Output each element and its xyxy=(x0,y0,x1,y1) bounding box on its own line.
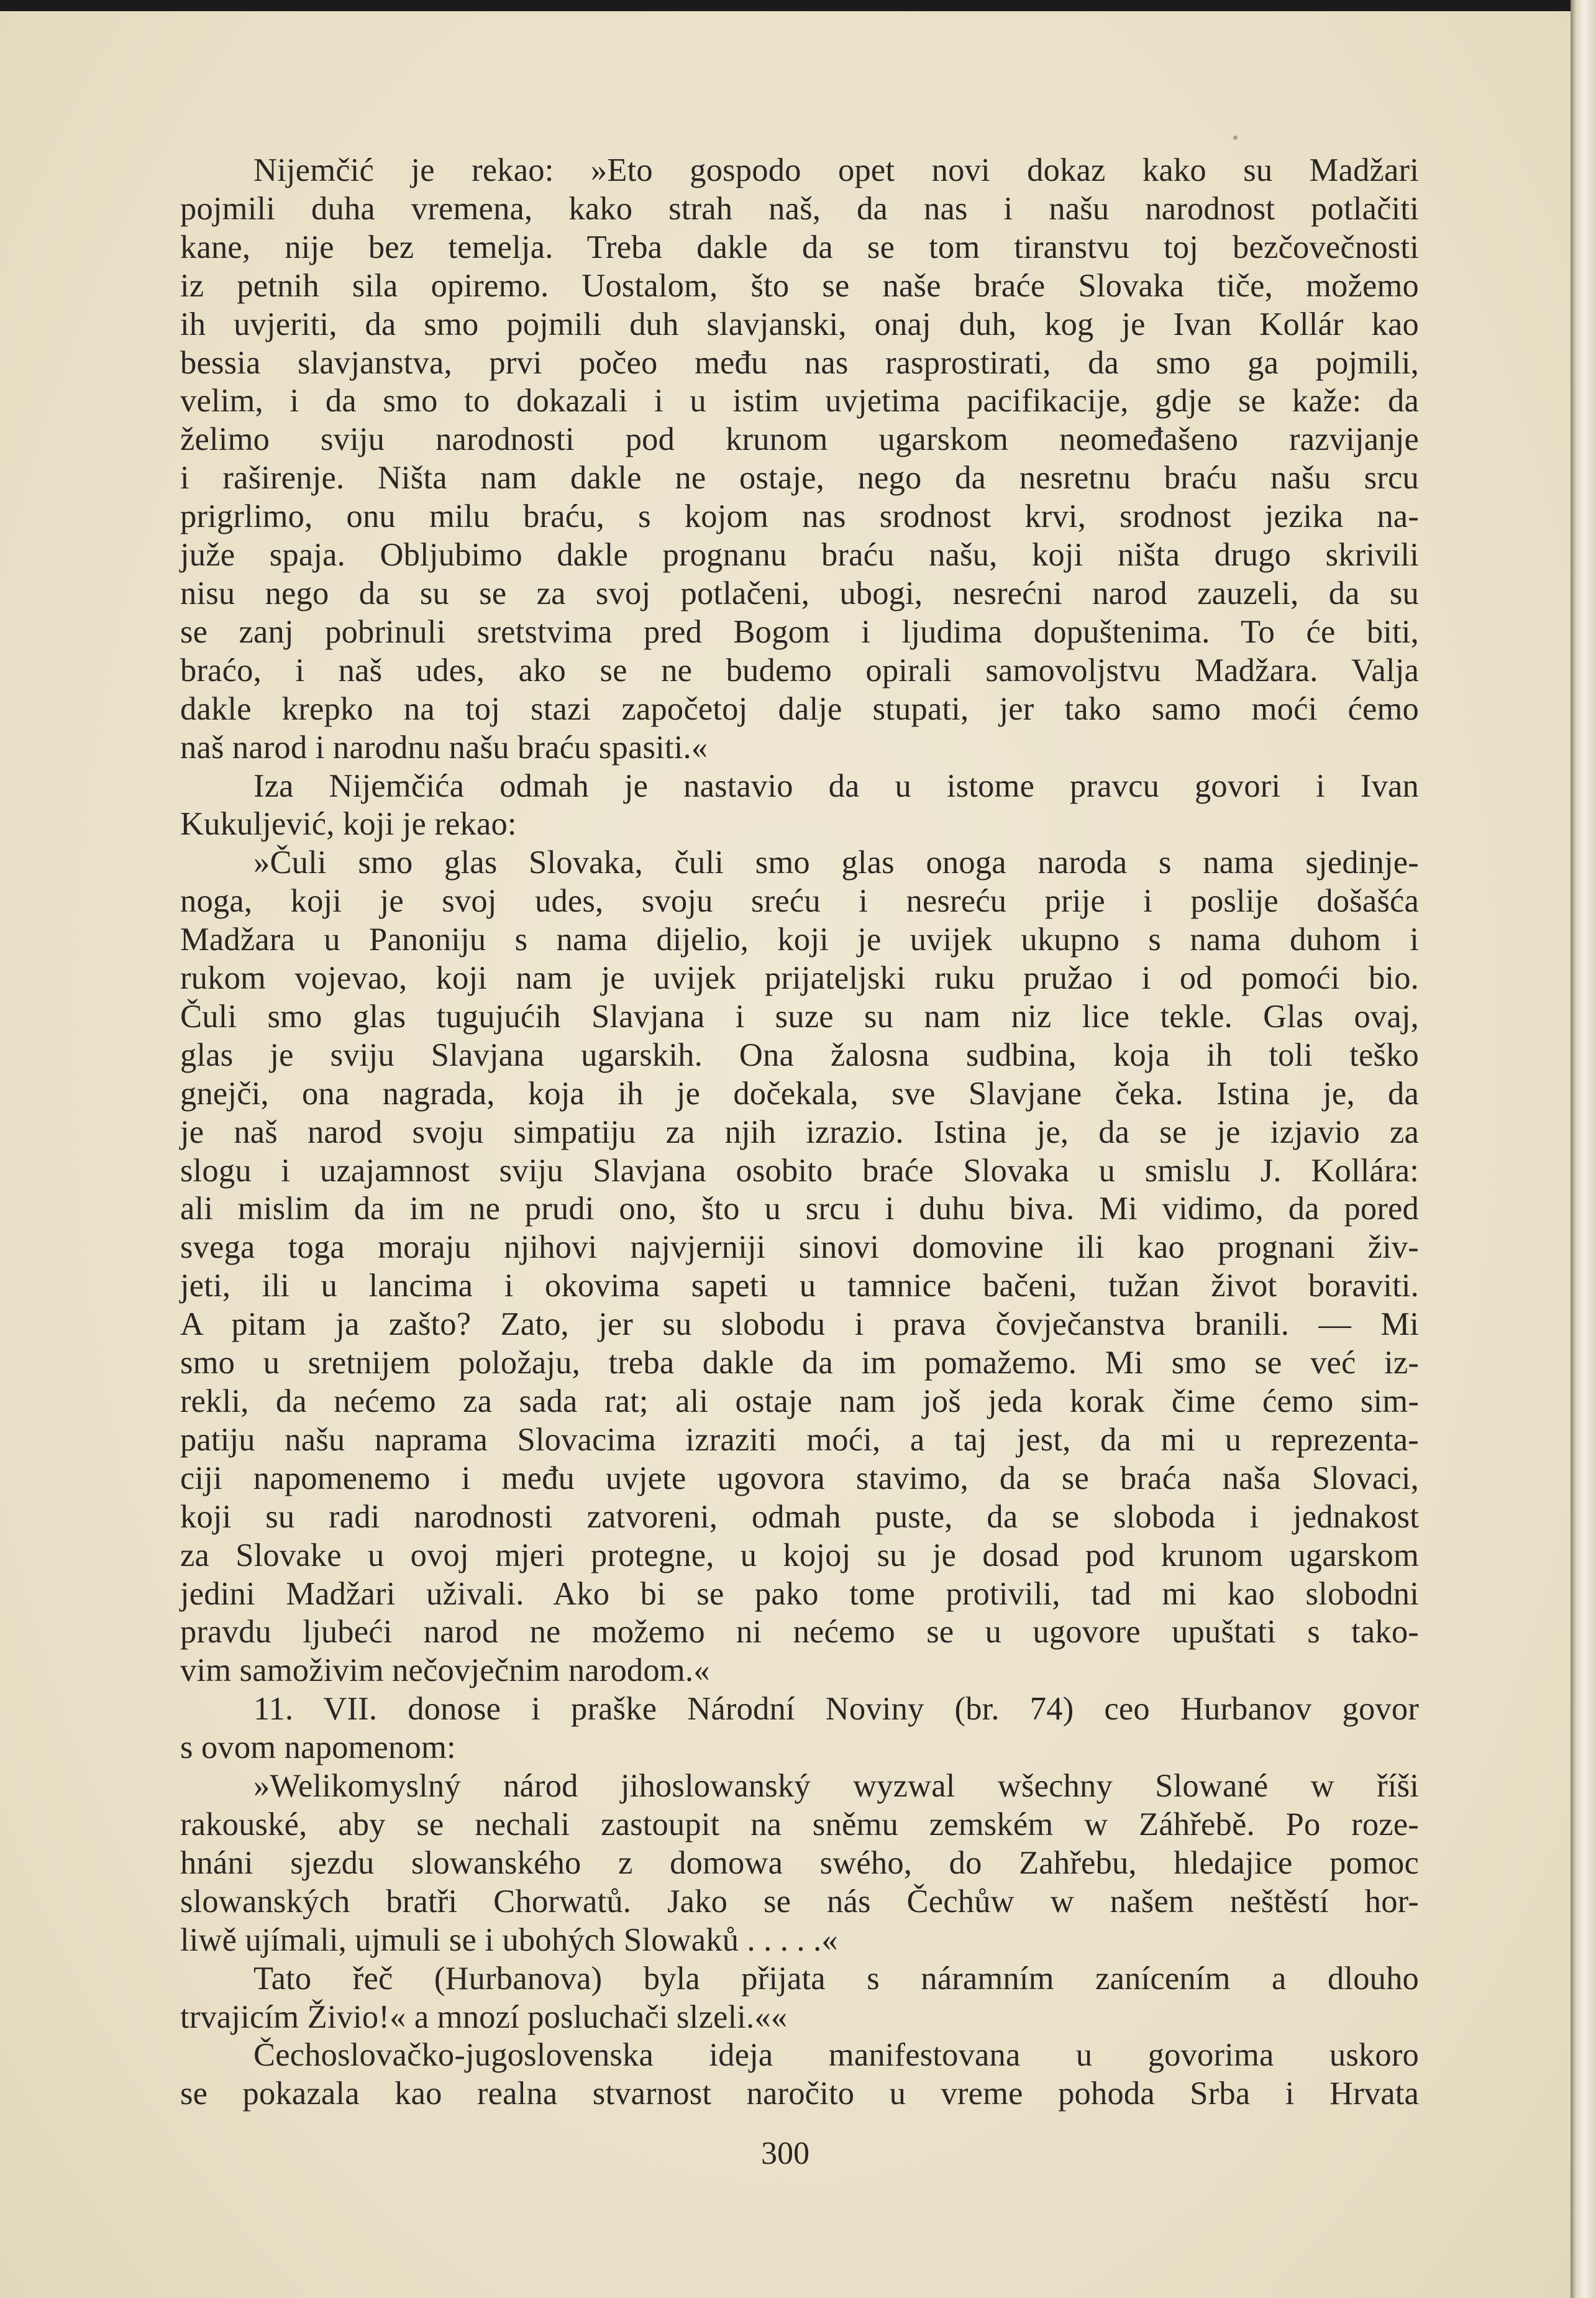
text-line: noga, koji je svoj udes, svoju sreću i nesreću prije i poslije došašća xyxy=(180,883,1419,920)
text-line: rukom vojevao, koji nam je uvijek prijateljski ruku pružao i od pomoći bio. xyxy=(180,960,1419,997)
text-line: jeti, ili u lancima i okovima sapeti u tamnice bačeni, tužan život boraviti. xyxy=(180,1268,1419,1304)
text-line: slowanských bratři Chorwatů. Jako se nás Čechůw w našem neštěstí hor- xyxy=(180,1883,1419,1920)
paragraph-kukuljevic-speech xyxy=(180,844,1419,1690)
text-line: 11. VII. donose i praške Národní Noviny (br. 74) ceo Hurbanov govor xyxy=(253,1691,1419,1728)
text-line: i raširenje. Ništa nam dakle ne ostaje, nego da nesretnu braću našu srcu xyxy=(180,460,1419,497)
text-line: dakle krepko na toj stazi započetoj dalje stupati, jer tako samo moći ćemo xyxy=(180,690,1419,727)
text-line: Nijemčić je rekao: »Eto gospodo opet novi dokaz kako su Madžari xyxy=(253,152,1419,188)
text-line: za Slovake u ovoj mjeri protegne, u kojoj su je dosad pod krunom ugarskom xyxy=(180,1537,1419,1573)
paragraph-kukuljevic-intro xyxy=(180,767,1419,845)
text-line: vim samoživim nečovječnim narodom.« xyxy=(180,1652,710,1689)
text-line: Kukuljević, koji je rekao: xyxy=(180,806,517,843)
text-line: bessia slavjanstva, prvi počeo među nas rasprostirati, da smo ga pojmili, xyxy=(180,344,1419,381)
text-line: svega toga moraju njihovi najvjerniji sinovi domovine ili kao prognani živ- xyxy=(180,1229,1419,1266)
text-line: »Welikomyslný národ jihoslowanský wyzwal wšechny Slowané w říši xyxy=(253,1768,1419,1805)
text-line: Čechoslovačko-jugoslovenska ideja manifestovana u govorima uskoro xyxy=(253,2037,1419,2074)
paragraph-czech-quote xyxy=(180,1767,1419,1960)
text-line: Madžara u Panoniju s nama dijelio, koji je uvijek ukupno s nama duhom i xyxy=(180,922,1419,958)
page-number: 300 xyxy=(761,2136,809,2171)
text-line: braćo, i naš udes, ako se ne budemo opirali samovoljstvu Madžara. Valja xyxy=(180,652,1419,689)
text-line: juže spaja. Obljubimo dakle prognanu braću našu, koji ništa drugo skrivili xyxy=(180,537,1419,574)
text-line: s ovom napomenom: xyxy=(180,1729,456,1766)
text-line: trvajicím Živio!« a mnozí posluchači slzeli.«« xyxy=(180,1998,788,2035)
text-line: glas je sviju Slavjana ugarskih. Ona žalosna sudbina, koja ih toli teško xyxy=(180,1037,1419,1073)
text-line: iz petnih sila opiremo. Uostalom, što se naše braće Slovaka tiče, možemo xyxy=(180,267,1419,304)
page-edge xyxy=(1571,0,1596,2298)
text-line: hnáni sjezdu slowanského z domowa swého, do Zahřebu, hledajice pomoc xyxy=(180,1844,1419,1881)
paragraph-narodni-noviny xyxy=(180,1690,1419,1767)
text-line: slogu i uzajamnost sviju Slavjana osobito braće Slovaka u smislu J. Kollára: xyxy=(180,1152,1419,1189)
paragraph-hurban-reception xyxy=(180,1960,1419,2037)
text-line: »Čuli smo glas Slovaka, čuli smo glas onoga naroda s nama sjedinje- xyxy=(253,845,1419,881)
text-line: naš narod i narodnu našu braću spasiti.« xyxy=(180,729,708,766)
text-line: Čuli smo glas tugujućih Slavjana i suze su nam niz lice tekle. Glas ovaj, xyxy=(180,998,1419,1035)
text-line: nisu nego da su se za svoj potlačeni, ubogi, nesrećni narod zauzeli, da su xyxy=(180,575,1419,611)
text-line: želimo sviju narodnosti pod krunom ugarskom neomeđašeno razvijanje xyxy=(180,421,1419,458)
text-line: gnejči, ona nagrada, koja ih je dočekala, sve Slavjane čeka. Istina je, da xyxy=(180,1075,1419,1112)
text-line: rekli, da nećemo za sada rat; ali ostaje nam još jeda korak čime ćemo sim- xyxy=(180,1383,1419,1419)
text-line: pravdu ljubeći narod ne možemo ni nećemo se u ugovore upuštati s tako- xyxy=(180,1614,1419,1650)
body-text xyxy=(180,152,1419,2113)
text-line: A pitam ja zašto? Zato, jer su slobodu i prava čovječanstva branili. — Mi xyxy=(180,1306,1419,1343)
paragraph-idea xyxy=(180,2036,1419,2113)
paragraph-nijemcic-speech xyxy=(180,152,1419,767)
text-line: Tato řeč (Hurbanova) byla přijata s náramním zanícením a dlouho xyxy=(253,1960,1419,1997)
text-line: ali mislim da im ne prudi ono, što u srcu i duhu biva. Mi vidimo, da pored xyxy=(180,1191,1419,1227)
text-line: patiju našu naprama Slovacima izraziti moći, a taj jest, da mi u reprezenta- xyxy=(180,1421,1419,1458)
text-line: jedini Madžari uživali. Ako bi se pako tome protivili, tad mi kao slobodni xyxy=(180,1575,1419,1612)
text-line: kane, nije bez temelja. Treba dakle da se tom tiranstvu toj bezčovečnosti xyxy=(180,229,1419,265)
text-line: velim, i da smo to dokazali i u istim uvjetima pacifikacije, gdje se kaže: da xyxy=(180,383,1419,419)
text-line: liwě ujímali, ujmuli se i ubohých Slowaků . . . . .« xyxy=(180,1921,838,1958)
text-line: smo u sretnijem položaju, treba dakle da im pomažemo. Mi smo se već iz- xyxy=(180,1345,1419,1381)
text-line: rakouské, aby se nechali zastoupit na sněmu zemském w Záhřebě. Po roze- xyxy=(180,1806,1419,1843)
text-line: pojmili duha vremena, kako strah naš, da nas i našu narodnost potlačiti xyxy=(180,190,1419,227)
paper-speck xyxy=(1233,135,1238,140)
text-line: ciji napomenemo i među uvjete ugovora stavimo, da se braća naša Slovaci, xyxy=(180,1460,1419,1496)
text-line: se zanj pobrinuli sretstvima pred Bogom i ljudima dopuštenima. To će biti, xyxy=(180,613,1419,650)
book-page xyxy=(0,11,1571,2298)
text-line: ih uvjeriti, da smo pojmili duh slavjanski, onaj duh, kog je Ivan Kollár kao xyxy=(180,306,1419,342)
text-line: je naš narod svoju simpatiju za njih izrazio. Istina je, da se je izjavio za xyxy=(180,1114,1419,1150)
text-line: prigrlimo, onu milu braću, s kojom nas srodnost krvi, srodnost jezika na- xyxy=(180,498,1419,535)
text-line: Iza Nijemčića odmah je nastavio da u istome pravcu govori i Ivan xyxy=(253,767,1419,804)
text-line: koji su radi narodnosti zatvoreni, odmah puste, da se sloboda i jednakost xyxy=(180,1498,1419,1535)
text-line: se pokazala kao realna stvarnost naročito u vreme pohoda Srba i Hrvata xyxy=(180,2076,1419,2112)
